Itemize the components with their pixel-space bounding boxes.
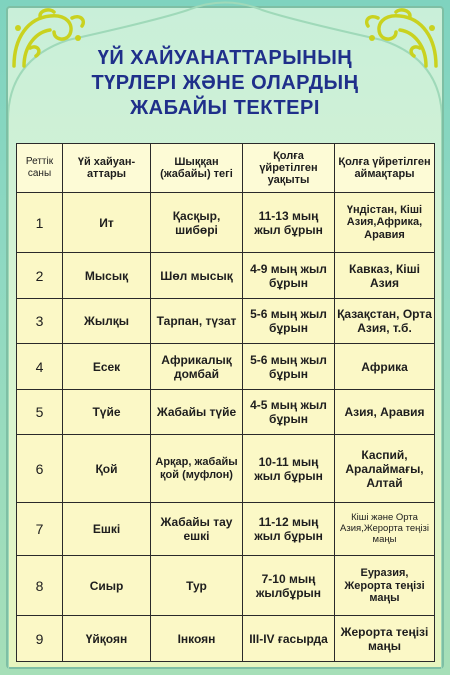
cell-time: 4-9 мың жыл бұрын [243, 253, 335, 298]
cell-time: 11-12 мың жыл бұрын [243, 502, 335, 555]
cell-num: 8 [17, 556, 63, 616]
title-line-1: ҮЙ ХАЙУАНАТТАРЫНЫҢ [97, 47, 353, 69]
header-num: Реттік саны [17, 144, 63, 193]
cell-region: Қазақстан, Орта Азия, т.б. [335, 298, 435, 343]
cell-animal: Мысық [63, 253, 151, 298]
cell-region: Жерорта теңізі маңы [335, 616, 435, 662]
cell-animal: Ит [63, 193, 151, 253]
header-time: Қолға үйретілген уақыты [243, 144, 335, 193]
cell-origin: Жабайы тау ешкі [151, 502, 243, 555]
cell-origin: Інкоян [151, 616, 243, 662]
cell-origin: Тур [151, 556, 243, 616]
cell-region: Каспий, Аралаймағы, Алтай [335, 435, 435, 502]
cell-num: 4 [17, 344, 63, 389]
cell-region: Кавказ, Кіші Азия [335, 253, 435, 298]
animals-table [16, 143, 435, 662]
cell-animal: Жылқы [63, 298, 151, 343]
table-row [17, 616, 435, 662]
header-origin: Шыққан (жабайы) тегі [151, 144, 243, 193]
table-row [17, 193, 435, 253]
title-line-3: ЖАБАЙЫ ТЕКТЕРІ [130, 97, 320, 119]
cell-animal: Үйқоян [63, 616, 151, 662]
cell-animal: Есек [63, 344, 151, 389]
cell-time: 10-11 мың жыл бұрын [243, 435, 335, 502]
cell-animal: Ешкі [63, 502, 151, 555]
cell-animal: Қой [63, 435, 151, 502]
cell-num: 6 [17, 435, 63, 502]
cell-time: 7-10 мың жылбұрын [243, 556, 335, 616]
cell-time: III-IV ғасырда [243, 616, 335, 662]
table-row [17, 298, 435, 343]
cell-num: 3 [17, 298, 63, 343]
table-row [17, 389, 435, 434]
cell-num: 2 [17, 253, 63, 298]
cell-time: 11-13 мың жыл бұрын [243, 193, 335, 253]
title-line-2: ТҮРЛЕРІ ЖӘНЕ ОЛАРДЫҢ [91, 72, 359, 94]
cell-region: Кіші және Орта Азия,Жерорта теңізі маңы [335, 502, 435, 555]
table-row [17, 502, 435, 555]
header-region: Қолға үйретілген аймақтары [335, 144, 435, 193]
table-row [17, 253, 435, 298]
cell-animal: Түйе [63, 389, 151, 434]
cell-origin: Шөл мысық [151, 253, 243, 298]
cell-time: 5-6 мың жыл бұрын [243, 298, 335, 343]
cell-num: 9 [17, 616, 63, 662]
cell-time: 5-6 мың жыл бұрын [243, 344, 335, 389]
cell-num: 5 [17, 389, 63, 434]
table-row [17, 344, 435, 389]
cell-origin: Тарпан, түзат [151, 298, 243, 343]
cell-region: Африка [335, 344, 435, 389]
table-row [17, 435, 435, 502]
cell-origin: Жабайы түйе [151, 389, 243, 434]
cell-num: 1 [17, 193, 63, 253]
cell-animal: Сиыр [63, 556, 151, 616]
cell-region: Еуразия, Жерорта теңізі маңы [335, 556, 435, 616]
cell-region: Азия, Аравия [335, 389, 435, 434]
cell-num: 7 [17, 502, 63, 555]
table-header-row [17, 144, 435, 193]
cell-origin: Арқар, жабайы қой (муфлон) [151, 435, 243, 502]
page-title [60, 46, 390, 121]
cell-region: Үндістан, Кіші Азия,Африка, Аравия [335, 193, 435, 253]
header-animal: Үй хайуан-аттары [63, 144, 151, 193]
cell-origin: Қасқыр, шибөрі [151, 193, 243, 253]
cell-origin: Африкалық домбай [151, 344, 243, 389]
table-row [17, 556, 435, 616]
cell-time: 4-5 мың жыл бұрын [243, 389, 335, 434]
